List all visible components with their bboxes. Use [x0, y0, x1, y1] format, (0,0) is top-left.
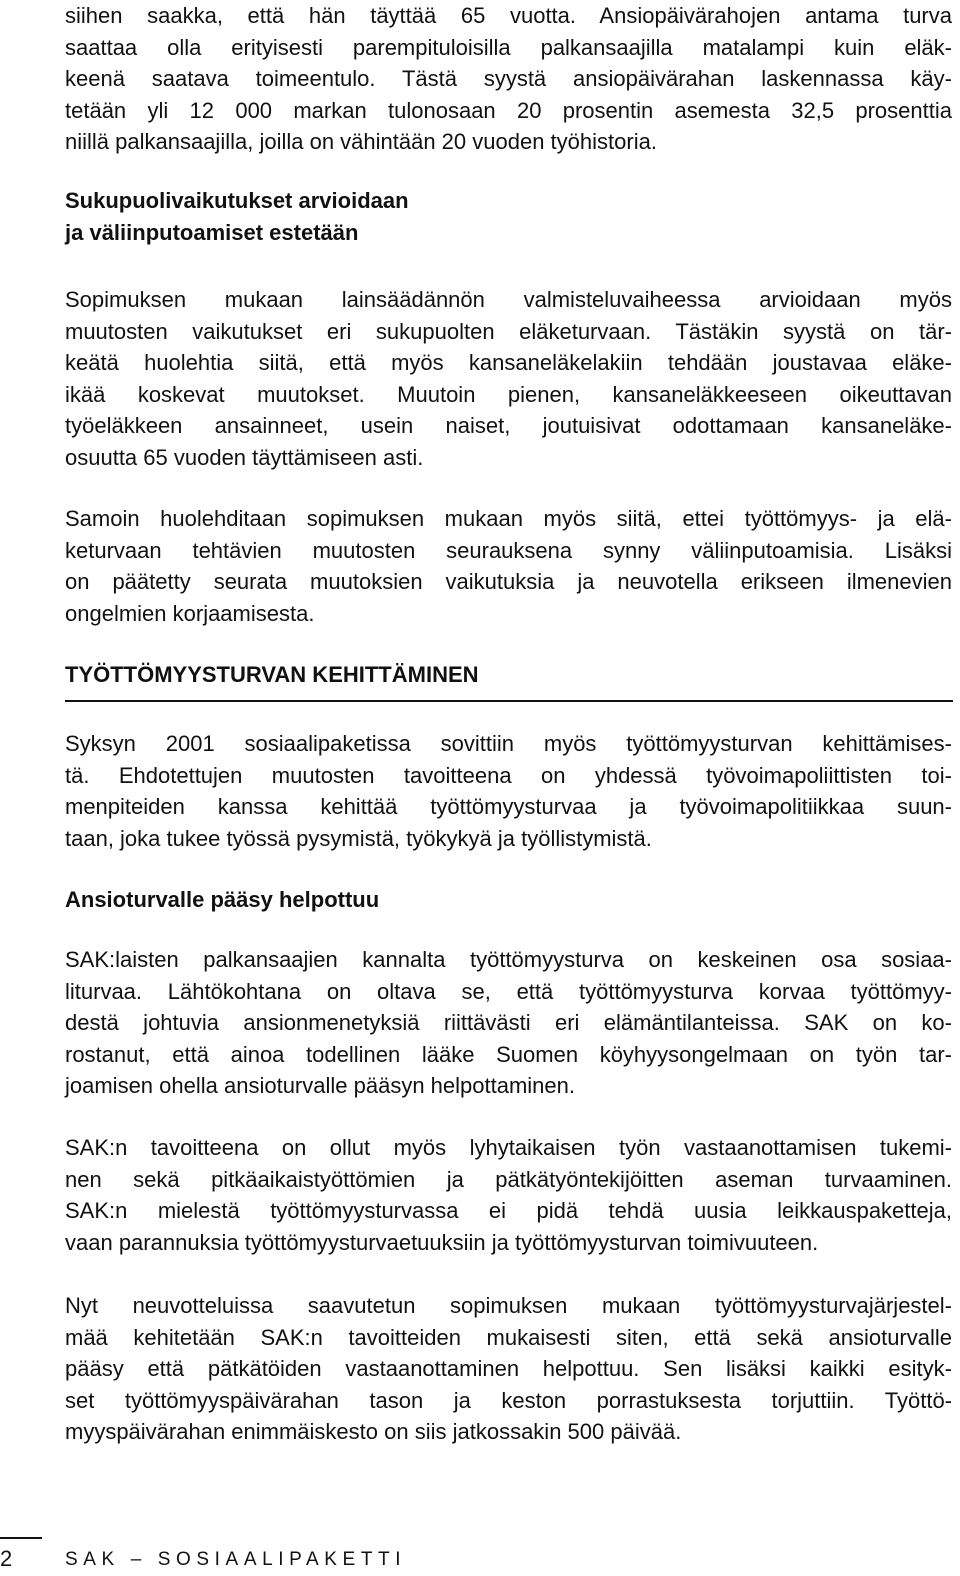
- heading-line: Ansioturvalle pääsy helpottuu: [65, 887, 380, 912]
- footer-rule: [0, 1537, 42, 1539]
- text-line: SAK:laisten palkansaajien kannalta työttömyysturva on keskeinen osa sosiaa-: [65, 947, 952, 972]
- text-line: liturvaa. Lähtökohtana on oltava se, että työttömyysturva korvaa työttömyy-: [65, 978, 952, 1004]
- text-line: keätä huolehtia siitä, että myös kansaneläkelakiin tehdään joustavaa eläke-: [65, 350, 952, 375]
- paragraph-valiinputoamiset: [65, 503, 952, 629]
- section-title-tyottomyysturva: TYÖTTÖMYYSTURVAN KEHITTÄMINEN: [65, 659, 953, 702]
- text-line: on päätetty seurata muutoksien vaikutuksia ja neuvotella erikseen ilmenevien: [65, 569, 952, 594]
- text-line: työeläkkeen ansainneet, usein naiset, joutuisivat odottamaan kansaneläke-: [65, 413, 952, 438]
- text-line: ikää koskevat muutokset. Muutoin pienen, kansaneläkkeeseen oikeuttavan: [65, 381, 952, 407]
- text-line: menpiteiden kanssa kehittää työttömyysturvaa ja työvoimapolitiikkaa suun-: [65, 794, 952, 819]
- heading-line: Sukupuolivaikutukset arvioidaan: [65, 188, 409, 213]
- text-line: taan, joka tukee työssä pysymistä, työkykyä ja työllistymistä.: [65, 825, 652, 851]
- text-line: mää kehitetään SAK:n tavoitteiden mukaisesti siten, että sekä ansioturvalle: [65, 1324, 952, 1350]
- text-line: joamisen ohella ansioturvalle pääsyn helpottaminen.: [65, 1073, 575, 1098]
- paragraph-neuvottelutulos: [65, 1290, 952, 1448]
- subheading-sukupuolivaikutukset: [65, 185, 952, 248]
- footer-publication-title: SAK – SOSIAALIPAKETTI: [65, 1549, 407, 1570]
- text-line: vaan parannuksia työttömyysturvaetuuksiin ja työttömyysturvan toimivuuteen.: [65, 1229, 819, 1255]
- text-line: saattaa olla erityisesti parempituloisilla palkansaajilla matalampi kuin eläk-: [65, 34, 952, 60]
- text-line: Syksyn 2001 sosiaalipaketissa sovittiin myös työttömyysturvan kehittämises-: [65, 731, 952, 756]
- text-line: osuutta 65 vuoden täyttämiseen asti.: [65, 444, 424, 470]
- text-line: tä. Ehdotettujen muutosten tavoitteena on yhdessä työvoimapoliittisten toi-: [65, 762, 952, 788]
- text-line: tetään yli 12 000 markan tulonosaan 20 prosentin asemesta 32,5 prosenttia: [65, 97, 952, 123]
- text-line: myyspäivärahan enimmäiskesto on siis jatkossakin 500 päivää.: [65, 1419, 682, 1444]
- heading-line: ja väliinputoamiset estetään: [65, 219, 359, 245]
- text-line: SAK:n mielestä työttömyysturvassa ei pidä tehdä uusia leikkauspaketteja,: [65, 1198, 952, 1223]
- text-line: niillä palkansaajilla, joilla on vähintään 20 vuoden työhistoria.: [65, 129, 657, 154]
- text-line: Nyt neuvotteluissa saavutetun sopimuksen mukaan työttömyysturvajärjestel-: [65, 1293, 952, 1318]
- paragraph-sak-tavoitteet: [65, 1132, 952, 1258]
- text-line: siihen saakka, että hän täyttää 65 vuotta. Ansiopäivärahojen antama turva: [65, 3, 952, 28]
- subheading-ansioturva: [65, 884, 952, 916]
- text-line: Sopimuksen mukaan lainsäädännön valmisteluvaiheessa arvioidaan myös: [65, 287, 952, 312]
- intro-paragraph: [65, 0, 952, 158]
- text-line: ongelmien korjaamisesta.: [65, 600, 315, 626]
- page-number: 2: [0, 1546, 13, 1571]
- text-line: keenä saatava toimeentulo. Tästä syystä ansiopäivärahan laskennassa käy-: [65, 66, 952, 91]
- text-line: muutosten vaikutukset eri sukupuolten eläketurvaan. Tästäkin syystä on tär-: [65, 318, 952, 344]
- text-line: Samoin huolehditaan sopimuksen mukaan myös siitä, ettei työttömyys- ja elä-: [65, 506, 952, 531]
- text-line: nen sekä pitkäaikaistyöttömien ja pätkätyöntekijöitten aseman turvaaminen.: [65, 1166, 952, 1192]
- text-line: set työttömyyspäivärahan tason ja keston porrastuksesta torjuttiin. Työttö-: [65, 1387, 952, 1413]
- text-line: destä johtuvia ansionmenetyksiä riittävästi eri elämäntilanteissa. SAK on ko-: [65, 1010, 952, 1035]
- paragraph-tyottomyysturvan-kehittaminen: [65, 728, 952, 854]
- text-line: rostanut, että ainoa todellinen lääke Suomen köyhyysongelmaan on työn tar-: [65, 1041, 952, 1067]
- paragraph-ansioturva: [65, 944, 952, 1102]
- paragraph-sukupuolivaikutukset: [65, 284, 952, 473]
- text-line: SAK:n tavoitteena on ollut myös lyhytaikaisen työn vastaanottamisen tukemi-: [65, 1135, 952, 1160]
- text-line: keturvaan tehtävien muutosten seurauksena synny väliinputoamisia. Lisäksi: [65, 537, 952, 563]
- text-line: pääsy että pätkätöiden vastaanottaminen helpottuu. Sen lisäksi kaikki esityk-: [65, 1356, 952, 1381]
